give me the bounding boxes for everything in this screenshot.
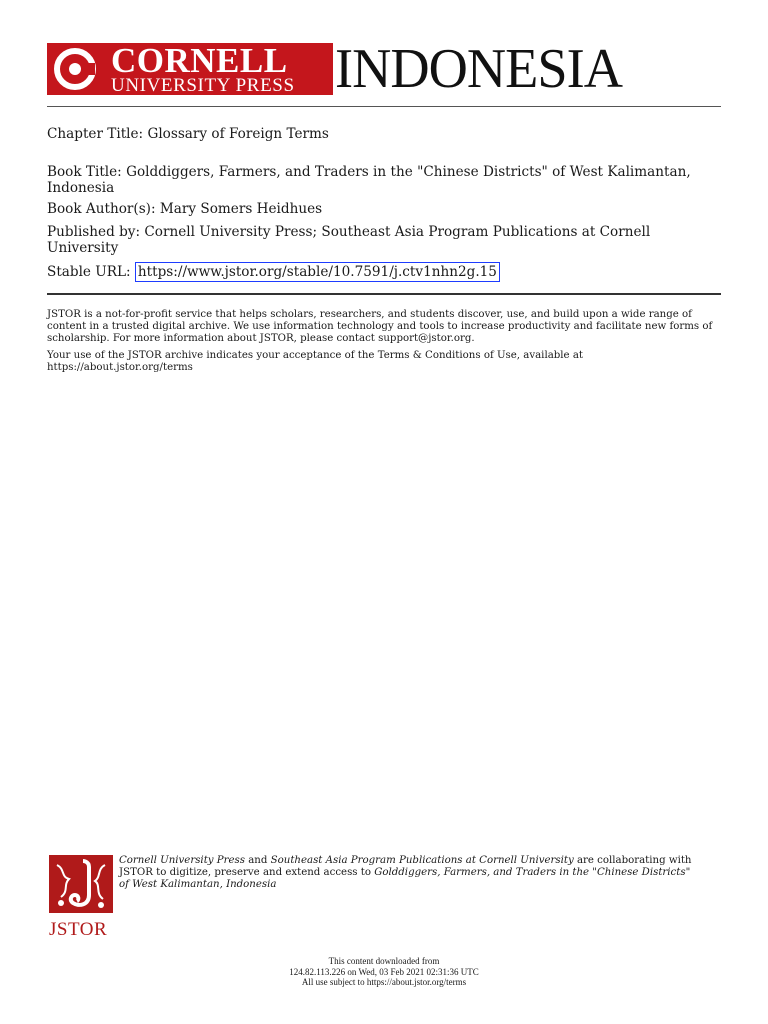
publisher-line1: CORNELL xyxy=(111,41,288,80)
book-label: Book Title: xyxy=(47,164,127,180)
collab-and: and xyxy=(245,855,271,866)
footer-line3: All use subject to https://about.jstor.org/terms xyxy=(301,977,467,987)
cornell-press-logo xyxy=(47,43,333,95)
collab-title: Golddiggers, Farmers, and Traders in the "Chinese Districts" of West Kalimantan, Indonesia xyxy=(119,866,691,890)
publisher-line2: UNIVERSITY PRESS xyxy=(111,75,295,96)
journal-title: INDONESIA xyxy=(335,38,622,100)
stable-url-line xyxy=(47,264,721,280)
collab-publisher1: Cornell University Press xyxy=(119,855,245,866)
download-footer xyxy=(0,956,768,988)
header-divider xyxy=(47,106,721,107)
chapter-value: Glossary of Foreign Terms xyxy=(147,126,329,142)
footer-line2: 124.82.113.226 on Wed, 03 Feb 2021 02:31:36 UTC xyxy=(289,966,479,977)
collaboration-statement xyxy=(119,855,699,890)
collab-middle: are collaborating with JSTOR to digitize, preserve and extend access to xyxy=(119,855,692,878)
jstor-emblem-icon xyxy=(49,855,113,913)
jstor-wordmark: JSTOR xyxy=(49,919,108,940)
footer-line1: This content downloaded from xyxy=(328,956,440,966)
header xyxy=(47,38,631,100)
collab-publisher2: Southeast Asia Program Publications at Cornell University xyxy=(270,855,574,866)
stable-url-link[interactable]: https://www.jstor.org/stable/10.7591/j.ctv1nhn2g.15 xyxy=(135,262,500,282)
author-label: Book Author(s): xyxy=(47,201,160,217)
chapter-title-line xyxy=(47,126,721,142)
published-value: Cornell University Press; Southeast Asia Program Publications at Cornell University xyxy=(47,224,651,256)
jstor-logo xyxy=(49,855,113,941)
published-by-line xyxy=(47,224,721,256)
terms-notice-paragraph: Your use of the JSTOR archive indicates your acceptance of the Terms & Conditions of Use, available at https://about.jstor.org/terms xyxy=(47,350,583,374)
metadata-divider xyxy=(47,293,721,295)
author-value: Mary Somers Heidhues xyxy=(159,201,323,217)
book-value: Golddiggers, Farmers, and Traders in the "Chinese Districts" of West Kalimantan, Indonesia xyxy=(47,164,691,196)
cornell-c-emblem-icon xyxy=(53,47,97,91)
author-line xyxy=(47,201,721,217)
published-label: Published by: xyxy=(47,224,145,240)
url-label: Stable URL: xyxy=(47,264,135,280)
book-title-line xyxy=(47,164,721,196)
jstor-notice-paragraph: JSTOR is a not-for-profit service that helps scholars, researchers, and students discover, use, and build upon a wide range of content in a trusted digital archive. We use information technology and tools to increase productivity and facilitate new forms of scholarship. For more information about JSTOR, please contact support@jstor.org. xyxy=(47,309,713,345)
chapter-label: Chapter Title: xyxy=(47,126,148,142)
